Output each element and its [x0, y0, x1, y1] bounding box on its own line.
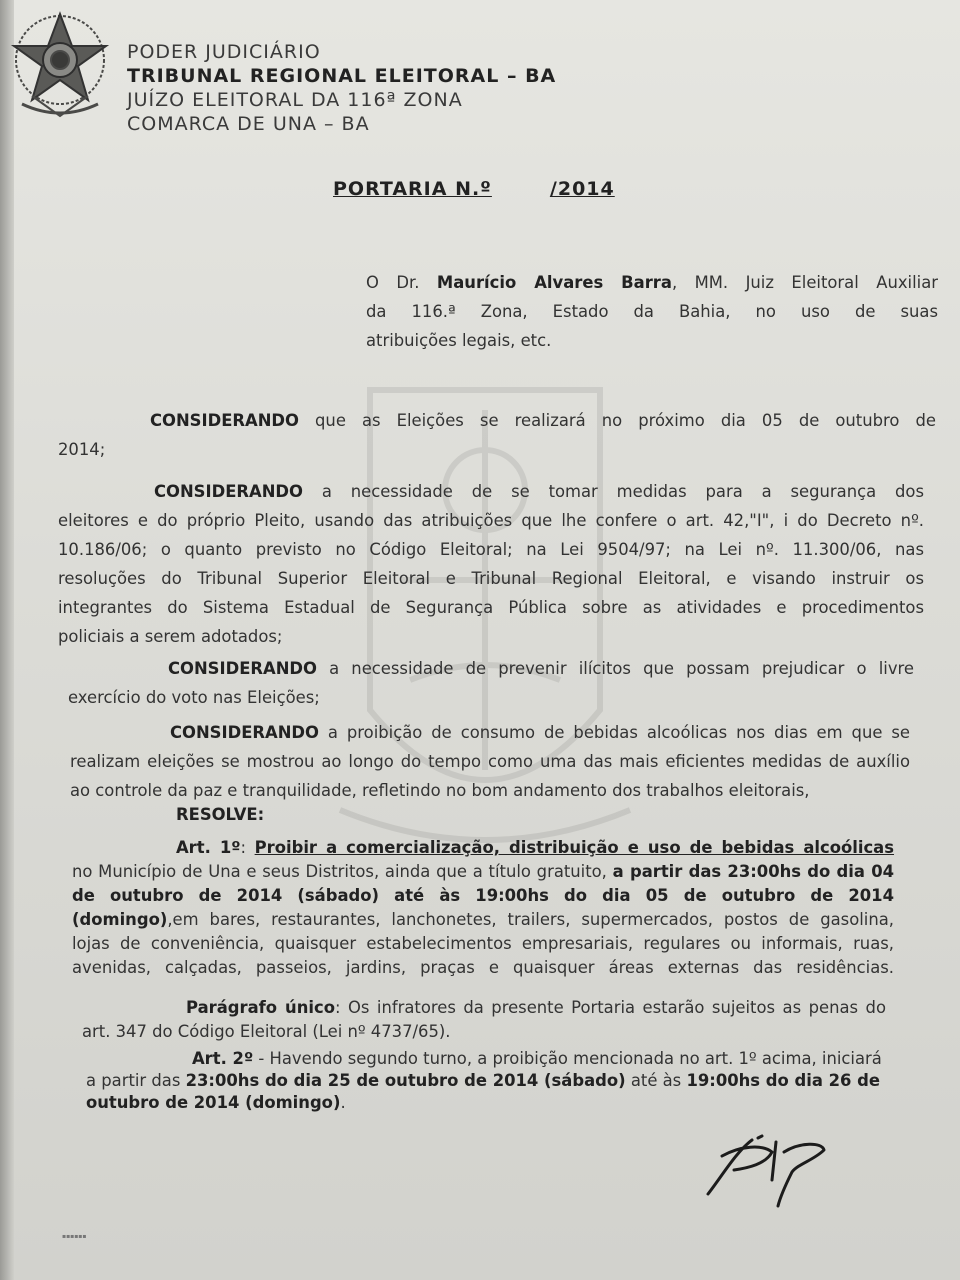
article-2-line-2-c: até às	[625, 1071, 687, 1090]
letterhead-line-tribunal: TRIBUNAL REGIONAL ELEITORAL – BA	[127, 65, 557, 87]
article-1-line-6: avenidas, calçadas, passeios, jardins, praças e quaisquer áreas externas das residências.	[72, 958, 894, 977]
considerando-2-line-1-rest: a necessidade de se tomar medidas para a segurança dos	[302, 482, 924, 501]
considerando-2-line-3: 10.186/06; o quanto previsto no Código Eleitoral; na Lei 9504/97; na Lei nº. 11.300/06, nas	[58, 540, 924, 559]
article-1-colon: :	[240, 838, 255, 857]
considerando-4-paragraph	[70, 718, 910, 805]
considerando-4-line-2: realizam eleições se mostrou ao longo do tempo como uma das mais eficientes medidas de auxílio	[70, 752, 910, 771]
page-edge-shadow	[0, 0, 14, 1280]
article-2-line-3-a: outubro de 2014 (domingo)	[86, 1093, 341, 1112]
considerando-3-line-1	[68, 654, 914, 683]
sole-paragraph-label: Parágrafo único	[186, 998, 335, 1017]
coat-of-arms-icon	[2, 4, 120, 122]
considerando-2-line-2: eleitores e do próprio Pleito, usando das atribuições que lhe confere o art. 42,"I", i do Decreto nº.	[58, 511, 924, 530]
handwritten-signature	[700, 1128, 830, 1208]
considerando-2-line-6: policiais a serem adotados;	[58, 627, 283, 646]
considerando-1-label: CONSIDERANDO	[150, 411, 299, 430]
intro-pre: O Dr.	[366, 273, 437, 292]
intro-line-2: da 116.ª Zona, Estado da Bahia, no uso de suas	[366, 302, 938, 321]
article-1-line-4-a: (domingo)	[72, 910, 168, 929]
article-2-line-3	[86, 1092, 880, 1114]
article-1-line-4	[72, 908, 894, 932]
considerando-4-line-3: ao controle da paz e tranquilidade, refletindo no bom andamento dos trabalhos eleitorais,	[70, 781, 810, 800]
article-2-line-2-d: 19:00hs do dia 26 de	[686, 1071, 880, 1090]
article-1-line-2	[72, 860, 894, 884]
intro-line-1	[366, 268, 938, 297]
title-suffix: /2014	[549, 178, 615, 200]
article-1-label: Art. 1º	[176, 838, 241, 857]
considerando-3-line-1-rest: a necessidade de prevenir ilícitos que possam prejudicar o livre	[316, 659, 914, 678]
considerando-1-paragraph	[58, 406, 936, 464]
article-2-paragraph	[86, 1048, 880, 1114]
considerando-4-line-1	[70, 718, 910, 747]
considerando-3-label: CONSIDERANDO	[168, 659, 317, 678]
considerando-2-line-4: resoluções do Tribunal Superior Eleitoral e Tribunal Regional Eleitoral, e visando instruir os	[58, 569, 924, 588]
letterhead-line-judiciary: PODER JUDICIÁRIO	[127, 41, 321, 63]
article-2-line-2-a: a partir das	[86, 1071, 186, 1090]
considerando-4-line-1-rest: a proibição de consumo de bebidas alcoólicas nos dias em que se	[318, 723, 910, 742]
article-2-line-3-b: .	[340, 1093, 346, 1112]
article-1-line-4-b: ,em bares, restaurantes, lanchonetes, trailers, supermercados, postos de gasolina,	[167, 910, 894, 929]
sole-paragraph-line-1-rest: : Os infratores da presente Portaria estarão sujeitos as penas do	[334, 998, 886, 1017]
considerando-2-line-5: integrantes do Sistema Estadual de Segurança Pública sobre as atividades e procedimentos	[58, 598, 924, 617]
article-1-line-5: lojas de conveniência, quaisquer estabelecimentos empresariais, regulares ou informais, ruas,	[72, 934, 894, 953]
article-1-paragraph	[72, 836, 894, 980]
intro-paragraph	[366, 268, 938, 355]
considerando-1-line-1	[58, 406, 936, 435]
considerando-3-line-2: exercício do voto nas Eleições;	[68, 688, 320, 707]
article-2-line-1	[86, 1048, 880, 1070]
considerando-3-paragraph	[68, 654, 914, 712]
letterhead-line-comarca: COMARCA DE UNA – BA	[127, 113, 370, 135]
form-code-mark: ▪▪▪▪▪▪	[62, 1233, 87, 1240]
intro-line-1-rest: , MM. Juiz Eleitoral Auxiliar	[671, 273, 938, 292]
article-2-line-2	[86, 1070, 880, 1092]
article-2-line-1-rest: - Havendo segundo turno, a proibição mencionada no art. 1º acima, iniciará	[253, 1049, 882, 1068]
title-prefix: PORTARIA N.º	[333, 178, 492, 200]
article-2-line-2-b: 23:00hs do dia 25 de outubro de 2014 (sábado)	[185, 1071, 626, 1090]
considerando-4-label: CONSIDERANDO	[170, 723, 319, 742]
considerando-2-label: CONSIDERANDO	[154, 482, 303, 501]
intro-line-3: atribuições legais, etc.	[366, 331, 552, 350]
article-1-line-1	[72, 836, 894, 860]
document-title	[333, 178, 615, 200]
article-2-label: Art. 2º	[192, 1049, 254, 1068]
article-1-line-2-a: no Município de Una e seus Distritos, ainda que a título gratuito,	[72, 862, 613, 881]
considerando-1-line-1-rest: que as Eleições se realizará no próximo dia 05 de outubro de	[298, 411, 936, 430]
article-1-line-3: de outubro de 2014 (sábado) até às 19:00hs do dia 05 de outubro de 2014	[72, 886, 894, 905]
considerando-1-line-2: 2014;	[58, 440, 106, 459]
article-1-headline: Proibir a comercialização, distribuição e uso de bebidas alcoólicas	[254, 838, 895, 857]
sole-paragraph-line-1	[82, 996, 886, 1020]
sole-paragraph	[82, 996, 886, 1044]
sole-paragraph-line-2: art. 347 do Código Eleitoral (Lei nº 4737/65).	[82, 1022, 451, 1041]
judge-name: Maurício Alvares Barra	[436, 273, 672, 292]
letterhead	[127, 40, 556, 136]
considerando-2-line-1	[58, 477, 924, 506]
considerando-2-paragraph	[58, 477, 924, 651]
letterhead-line-zone: JUÍZO ELEITORAL DA 116ª ZONA	[127, 89, 463, 111]
article-1-line-2-b: a partir das 23:00hs do dia 04	[612, 862, 894, 881]
resolve-heading: RESOLVE:	[176, 805, 265, 824]
